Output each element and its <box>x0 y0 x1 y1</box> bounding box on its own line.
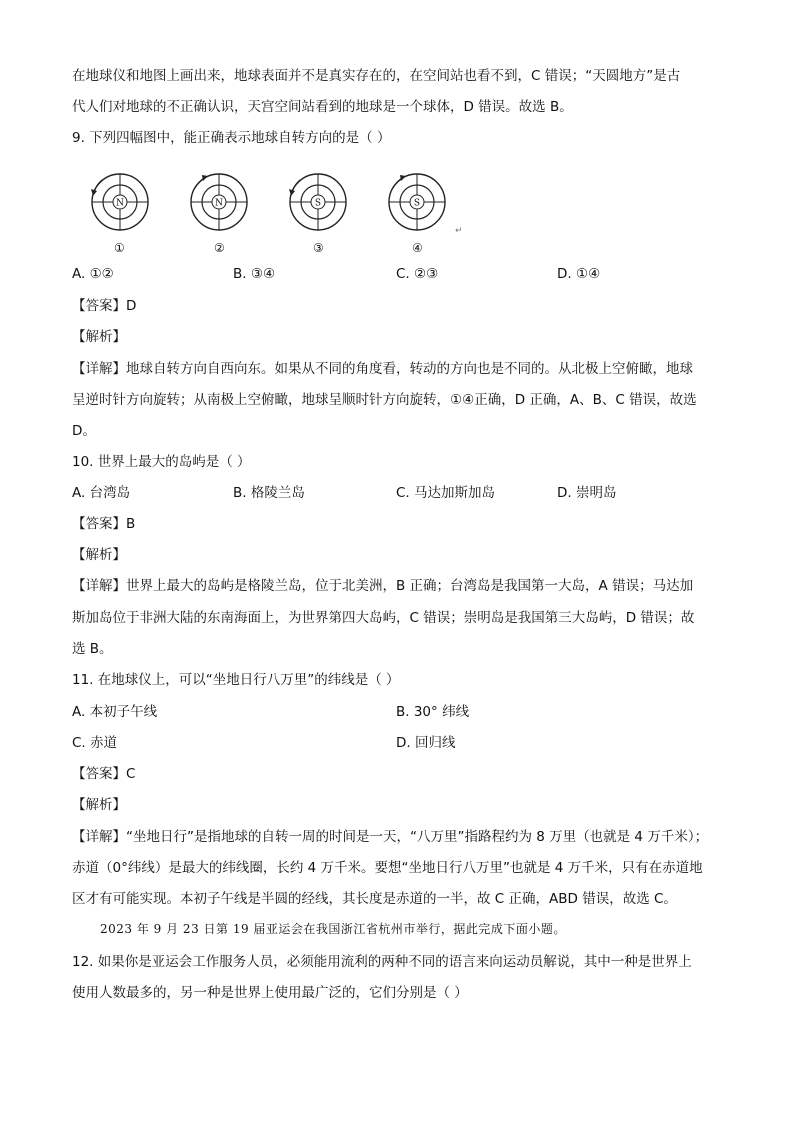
answer-label: 【答案】D <box>72 298 137 314</box>
detail-text: 赤道（0°纬线）是最大的纬线圈，长约 4 万千米。要想“坐地日行八万里”也就是 4 万千米，只有在赤道地 <box>72 860 703 876</box>
context-text: 2023 年 9 月 23 日第 19 届亚运会在我国浙江省杭州市举行，据此完成下面小题。 <box>100 922 566 936</box>
q10-option-c: C. 马达加斯加岛 <box>396 485 496 501</box>
pole-label: N <box>116 198 124 209</box>
paragraph-mark-icon: ↵ <box>455 226 463 236</box>
q9-option-a: A. ①② <box>72 266 114 282</box>
analysis-label: 【解析】 <box>72 329 126 345</box>
q11-option-b: B. 30° 纬线 <box>396 704 470 720</box>
q11-option-c: C. 赤道 <box>72 735 118 751</box>
detail-text: 呈逆时针方向旋转；从南极上空俯瞰，地球呈顺时针方向旋转，①④正确，D 正确，A、B、C 错误，故选 <box>72 392 697 408</box>
q10-option-b: B. 格陵兰岛 <box>233 485 305 501</box>
q11-option-d: D. 回归线 <box>396 735 456 751</box>
figure-3 <box>286 168 350 234</box>
answer-label: 【答案】C <box>72 766 136 782</box>
pole-label: S <box>413 198 421 209</box>
pole-label: N <box>215 198 223 209</box>
analysis-label: 【解析】 <box>72 547 126 563</box>
pole-label: S <box>314 198 322 209</box>
q11-option-a: A. 本初子午线 <box>72 704 158 720</box>
q10-option-d: D. 崇明岛 <box>557 485 617 501</box>
question-10: 10. 世界上最大的岛屿是（ ） <box>72 454 251 470</box>
q9-option-b: B. ③④ <box>233 266 276 282</box>
detail-text: 选 B。 <box>72 641 113 657</box>
figure-4 <box>385 168 449 234</box>
detail-text: D。 <box>72 423 96 439</box>
figure-label: ② <box>214 241 225 255</box>
detail-text: 斯加岛位于非洲大陆的东南海面上，为世界第四大岛屿，C 错误；崇明岛是我国第三大岛屿，D 错误；故 <box>72 610 695 626</box>
figure-label: ④ <box>412 241 423 255</box>
text-line: 代人们对地球的不正确认识，天宫空间站看到的地球是一个球体，D 错误。故选 B。 <box>72 99 573 115</box>
q10-option-a: A. 台湾岛 <box>72 485 131 501</box>
answer-label: 【答案】B <box>72 516 136 532</box>
question-12-continued: 使用人数最多的，另一种是世界上使用最广泛的，它们分别是（ ） <box>72 985 468 1001</box>
figure-2 <box>187 168 251 234</box>
detail-text: 【详解】地球自转方向自西向东。如果从不同的角度看，转动的方向也是不同的。从北极上空俯瞰，地球 <box>72 361 693 377</box>
q9-option-d: D. ①④ <box>557 266 601 282</box>
question-11: 11. 在地球仪上，可以“坐地日行八万里”的纬线是（ ） <box>72 672 400 688</box>
detail-text: 【详解】“坐地日行”是指地球的自转一周的时间是一天，“八万里”指路程约为 8 万里（也就是 4 万千米）； <box>72 829 709 845</box>
detail-text: 区才有可能实现。本初子午线是半圆的经线，其长度是赤道的一半，故 C 正确，ABD 错误，故选 C。 <box>72 891 677 907</box>
text-line: 在地球仪和地图上画出来，地球表面并不是真实存在的，在空间站也看不到，C 错误；“天圆地方”是古 <box>72 68 681 84</box>
detail-text: 【详解】世界上最大的岛屿是格陵兰岛，位于北美洲，B 正确；台湾岛是我国第一大岛，A 错误；马达加 <box>72 578 694 594</box>
question-9: 9. 下列四幅图中，能正确表示地球自转方向的是（ ） <box>72 130 391 146</box>
figure-label: ① <box>114 241 125 255</box>
q9-option-c: C. ②③ <box>396 266 439 282</box>
figure-1 <box>88 168 152 234</box>
question-12: 12. 如果你是亚运会工作服务人员，必须能用流利的两种不同的语言来向运动员解说，其中一种是世界上 <box>72 954 692 970</box>
analysis-label: 【解析】 <box>72 797 126 813</box>
figure-label: ③ <box>313 241 324 255</box>
